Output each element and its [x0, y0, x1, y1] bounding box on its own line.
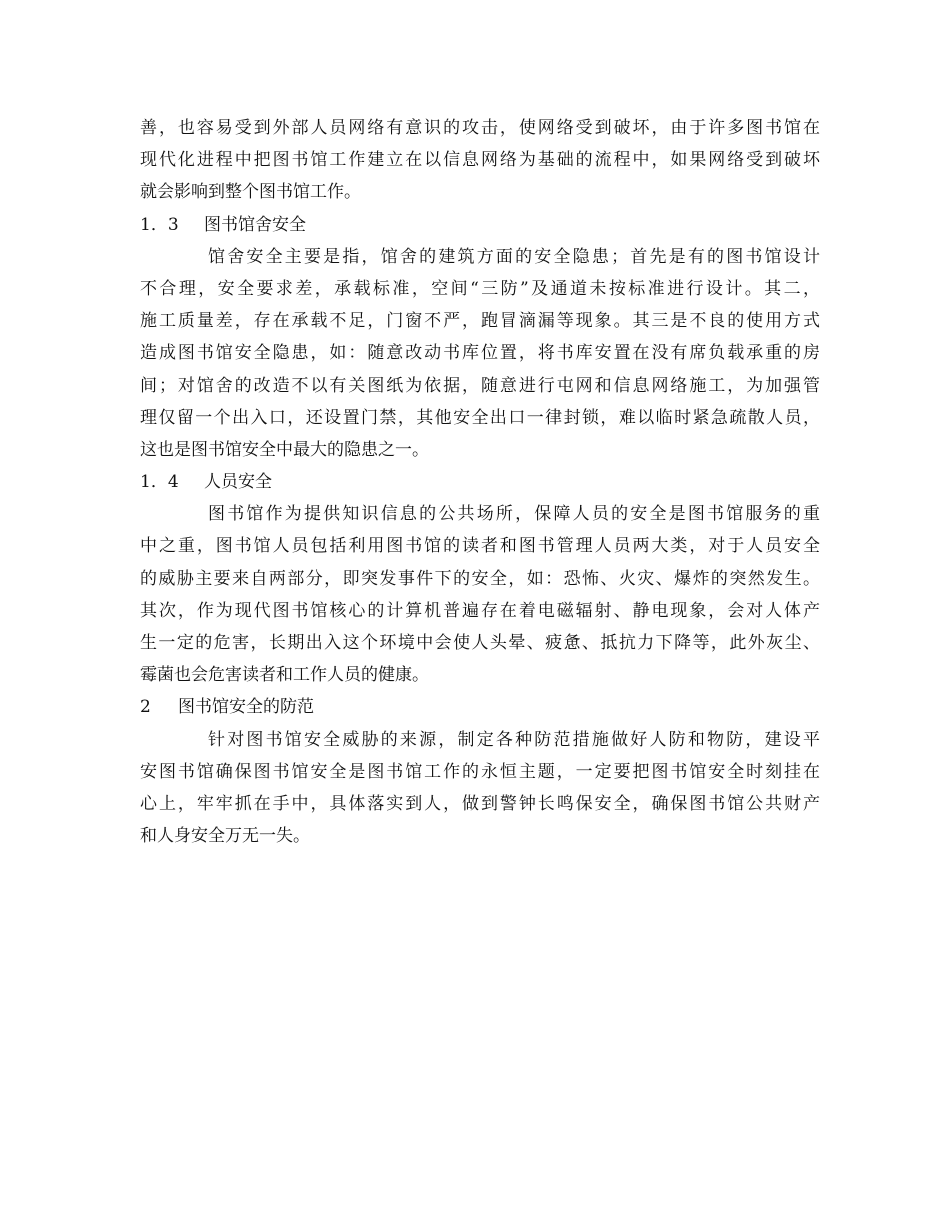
text-line: 和人身安全万无一失。 [140, 826, 310, 847]
text-line: 图书馆作为提供知识信息的公共场所，保障人员的安全是图书馆服务的重 [208, 504, 820, 525]
text-line: 其次，作为现代图书馆核心的计算机普遍存在着电磁辐射、静电现象，会对人体产 [140, 600, 820, 621]
section-heading-2 [140, 691, 820, 723]
text-line: 安图书馆确保图书馆安全是图书馆工作的永恒主题，一定要把图书馆安全时刻挂在 [140, 761, 820, 782]
text-line: 心上，牢牢抓在手中，具体落实到人，做到警钟长鸣保安全，确保图书馆公共财产 [140, 793, 820, 814]
section-title: 人员安全 [204, 472, 272, 493]
text-line: 针对图书馆安全威胁的来源，制定各种防范措施做好人防和物防，建设平 [208, 729, 820, 750]
text-line: 不合理，安全要求差，承载标准，空间“三防”及通道未按标准进行设计。其二， [140, 278, 820, 299]
section-heading-1-3 [140, 209, 820, 241]
text-line: 的威胁主要来自两部分，即突发事件下的安全，如：恐怖、火灾、爆炸的突然发生。 [140, 568, 820, 589]
text-line: 理仅留一个出入口，还设置门禁，其他安全出口一律封锁，难以临时紧急疏散人员， [140, 407, 820, 428]
section-number: 1．4 [140, 472, 179, 493]
text-line: 这也是图书馆安全中最大的隐患之一。 [140, 439, 429, 460]
paragraph-2 [140, 724, 820, 853]
section-title: 图书馆舍安全 [204, 214, 306, 235]
text-line: 善，也容易受到外部人员网络有意识的攻击，使网络受到破坏，由于许多图书馆在 [140, 118, 820, 138]
paragraph-1-4 [140, 498, 820, 691]
section-number: 1．3 [140, 214, 179, 235]
text-line: 中之重，图书馆人员包括利用图书馆的读者和图书管理人员两大类，对于人员安全 [140, 536, 820, 557]
text-line: 霉菌也会危害读者和工作人员的健康。 [140, 665, 429, 686]
text-line: 馆舍安全主要是指，馆舍的建筑方面的安全隐患；首先是有的图书馆设计 [208, 246, 820, 267]
text-line: 间；对馆舍的改造不以有关图纸为依据，随意进行屯网和信息网络施工，为加强管 [140, 375, 820, 396]
text-line: 施工质量差，存在承载不足，门窗不严，跑冒滴漏等现象。其三是不良的使用方式 [140, 311, 820, 332]
paragraph-intro [140, 112, 820, 209]
text-line: 造成图书馆安全隐患，如：随意改动书库位置，将书库安置在没有席负载承重的房 [140, 343, 820, 364]
text-line: 就会影响到整个图书馆工作。 [140, 182, 361, 203]
text-line: 生一定的危害，长期出入这个环境中会使人头晕、疲惫、抵抗力下降等，此外灰尘、 [140, 633, 820, 653]
document-body [140, 112, 820, 852]
section-title: 图书馆安全的防范 [178, 697, 314, 718]
text-line: 现代化进程中把图书馆工作建立在以信息网络为基础的流程中，如果网络受到破坏 [140, 150, 820, 171]
section-heading-1-4 [140, 466, 820, 498]
paragraph-1-3 [140, 241, 820, 466]
section-number: 2 [140, 697, 151, 718]
